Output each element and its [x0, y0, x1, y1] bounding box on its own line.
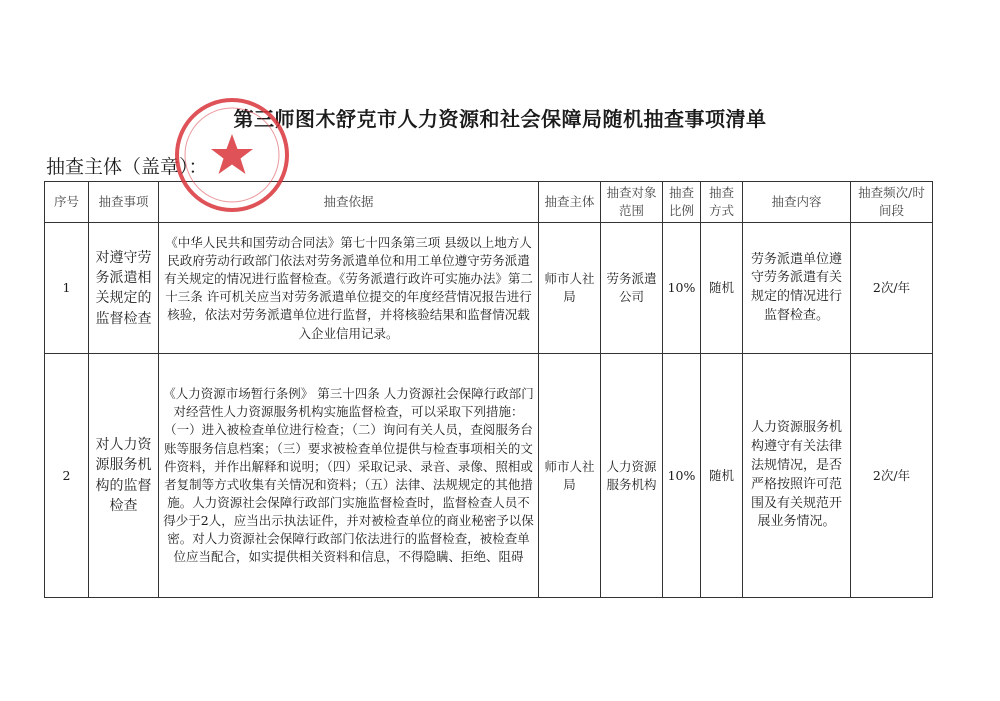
- row-body: 师市人社局: [539, 223, 601, 354]
- row-no: 2: [45, 354, 89, 598]
- row-basis: 《中华人民共和国劳动合同法》第七十四条第三项 县级以上地方人民政府劳动行政部门依法对劳务派遣单位和用工单位遵守劳务派遣有关规定的情况进行监督检查。《劳务派遣行政许可实施办法》第二十三条 许可机关应当对劳务派遣单位提交的年度经营情况报告进行核验，依法对劳务派遣单位进行监督，并将核验结果和监督情况载入企业信用记录。: [159, 223, 539, 354]
- row-frequency: 2次/年: [851, 354, 933, 598]
- header-content: 抽查内容: [743, 182, 851, 223]
- row-content: 劳务派遣单位遵守劳务派遣有关规定的情况进行监督检查。: [743, 223, 851, 354]
- page-title: 第三师图木舒克市人力资源和社会保障局随机抽查事项清单: [233, 107, 767, 131]
- row-content: 人力资源服务机构遵守有关法律法规情况，是否严格按照许可范围及有关规范开展业务情况。: [743, 354, 851, 598]
- row-no: 1: [45, 223, 89, 354]
- header-item: 抽查事项: [89, 182, 159, 223]
- row-item: 对人力资源服务机构的监督检查: [89, 354, 159, 598]
- table-row: [45, 354, 933, 598]
- table-header-row: [45, 182, 933, 223]
- row-basis: 《人力资源市场暂行条例》 第三十四条 人力资源社会保障行政部门对经营性人力资源服务机构实施监督检查，可以采取下列措施：（一）进入被检查单位进行检查；（二）询问有关人员，查阅服务台账等服务信息档案；（三）要求被检查单位提供与检查事项相关的文件资料，并作出解释和说明；（四）采取记录、录音、录像、照相或者复制等方式收集有关情况和资料；（五）法律、法规规定的其他措施。人力资源社会保障行政部门实施监督检查时，监督检查人员不得少于2人，应当出示执法证件，并对被检查单位的商业秘密予以保密。对人力资源社会保障行政部门依法进行的监督检查，被检查单位应当配合，如实提供相关资料和信息，不得隐瞒、拒绝、阻碍: [159, 354, 539, 598]
- inspection-subject-label: 抽查主体（盖章）：: [46, 156, 208, 178]
- inspection-list-table: [44, 181, 933, 598]
- row-scope: 人力资源服务机构: [601, 354, 663, 598]
- row-method: 随机: [701, 354, 743, 598]
- row-scope: 劳务派遣公司: [601, 223, 663, 354]
- star-icon: [211, 134, 253, 174]
- row-item: 对遵守劳务派遣相关规定的监督检查: [89, 223, 159, 354]
- header-no: 序号: [45, 182, 89, 223]
- row-ratio: 10%: [663, 223, 701, 354]
- row-method: 随机: [701, 223, 743, 354]
- header-method: 抽查方式: [701, 182, 743, 223]
- table-row: [45, 223, 933, 354]
- row-body: 师市人社局: [539, 354, 601, 598]
- header-ratio: 抽查比例: [663, 182, 701, 223]
- header-basis: 抽查依据: [159, 182, 539, 223]
- header-frequency: 抽查频次/时间段: [851, 182, 933, 223]
- row-frequency: 2次/年: [851, 223, 933, 354]
- row-ratio: 10%: [663, 354, 701, 598]
- header-body: 抽查主体: [539, 182, 601, 223]
- header-scope: 抽查对象范围: [601, 182, 663, 223]
